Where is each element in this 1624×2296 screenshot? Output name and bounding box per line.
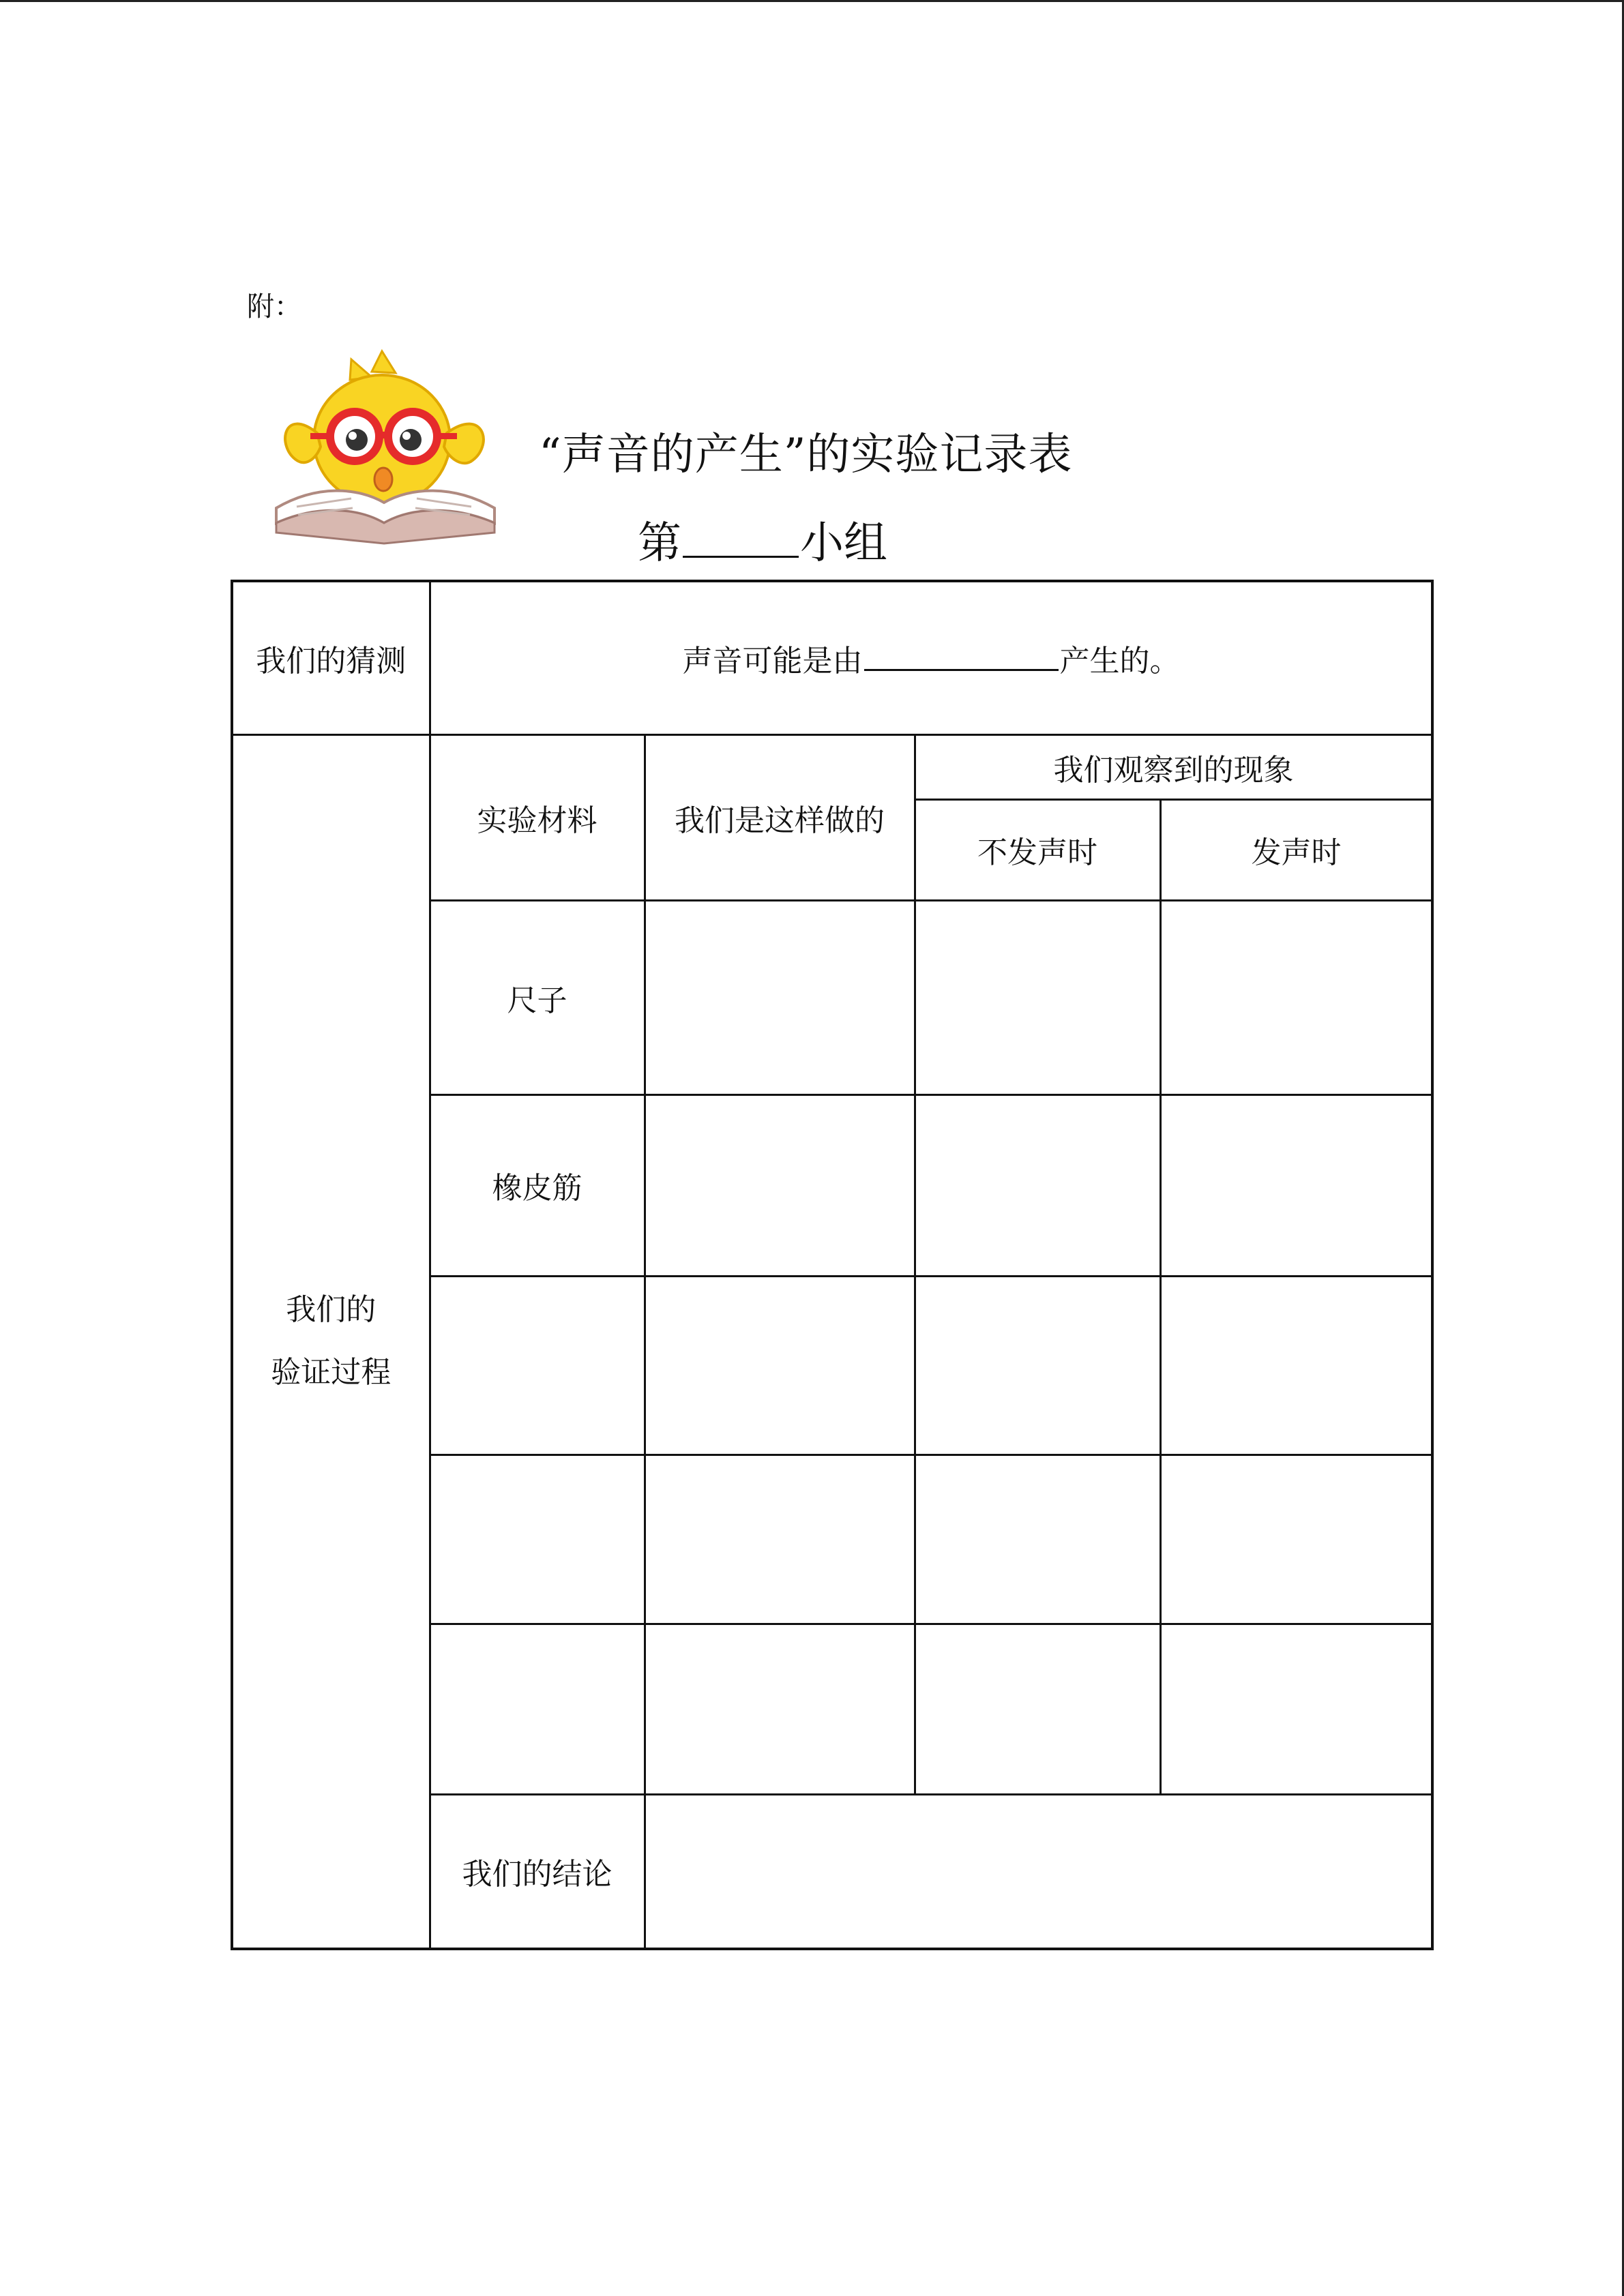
material-cell: 橡皮筋	[430, 1094, 645, 1276]
group-suffix: 小组	[800, 518, 887, 569]
appendix-label: 附：	[247, 291, 301, 323]
sound-observation-cell[interactable]	[1160, 1455, 1432, 1624]
conclusion-label: 我们的结论	[430, 1794, 645, 1949]
header-observation: 我们观察到的现象	[915, 734, 1432, 799]
header-silent: 不发声时	[915, 799, 1160, 900]
header-materials: 实验材料	[430, 734, 645, 900]
experiment-record-table	[231, 580, 1434, 1950]
silent-observation-cell[interactable]	[915, 1624, 1160, 1794]
header-row-1	[232, 734, 1432, 799]
header-method: 我们是这样做的	[645, 734, 915, 900]
conclusion-cell[interactable]	[645, 1794, 1432, 1949]
silent-observation-cell[interactable]	[915, 1455, 1160, 1624]
sound-observation-cell[interactable]	[1160, 1094, 1432, 1276]
header-sound: 发声时	[1160, 799, 1432, 900]
process-label	[232, 734, 430, 1949]
method-cell[interactable]	[645, 900, 915, 1094]
guess-label: 我们的猜测	[232, 581, 430, 734]
silent-observation-cell[interactable]	[915, 1094, 1160, 1276]
silent-observation-cell[interactable]	[915, 1276, 1160, 1455]
guess-cell	[430, 581, 1432, 734]
group-number-line	[638, 508, 887, 571]
method-cell[interactable]	[645, 1276, 915, 1455]
method-cell[interactable]	[645, 1624, 915, 1794]
sound-observation-cell[interactable]	[1160, 1276, 1432, 1455]
guess-row	[232, 581, 1432, 734]
guess-prefix: 声音可能是由	[682, 643, 863, 679]
document-title: “声音的产生”的实验记录表	[539, 430, 1073, 480]
material-cell[interactable]	[430, 1624, 645, 1794]
group-prefix: 第	[638, 518, 681, 569]
material-cell: 尺子	[430, 900, 645, 1094]
bird-reading-book-icon	[269, 344, 501, 549]
method-cell[interactable]	[645, 1455, 915, 1624]
material-cell[interactable]	[430, 1276, 645, 1455]
process-label-line2: 验证过程	[271, 1355, 392, 1390]
process-label-line1: 我们的	[286, 1292, 377, 1328]
guess-suffix: 产生的。	[1059, 643, 1180, 679]
sound-observation-cell[interactable]	[1160, 900, 1432, 1094]
sound-observation-cell[interactable]	[1160, 1624, 1432, 1794]
method-cell[interactable]	[645, 1094, 915, 1276]
page-border-top	[0, 0, 1624, 2]
material-cell[interactable]	[430, 1455, 645, 1624]
group-number-blank[interactable]	[683, 522, 799, 558]
guess-blank[interactable]	[864, 639, 1059, 671]
silent-observation-cell[interactable]	[915, 900, 1160, 1094]
